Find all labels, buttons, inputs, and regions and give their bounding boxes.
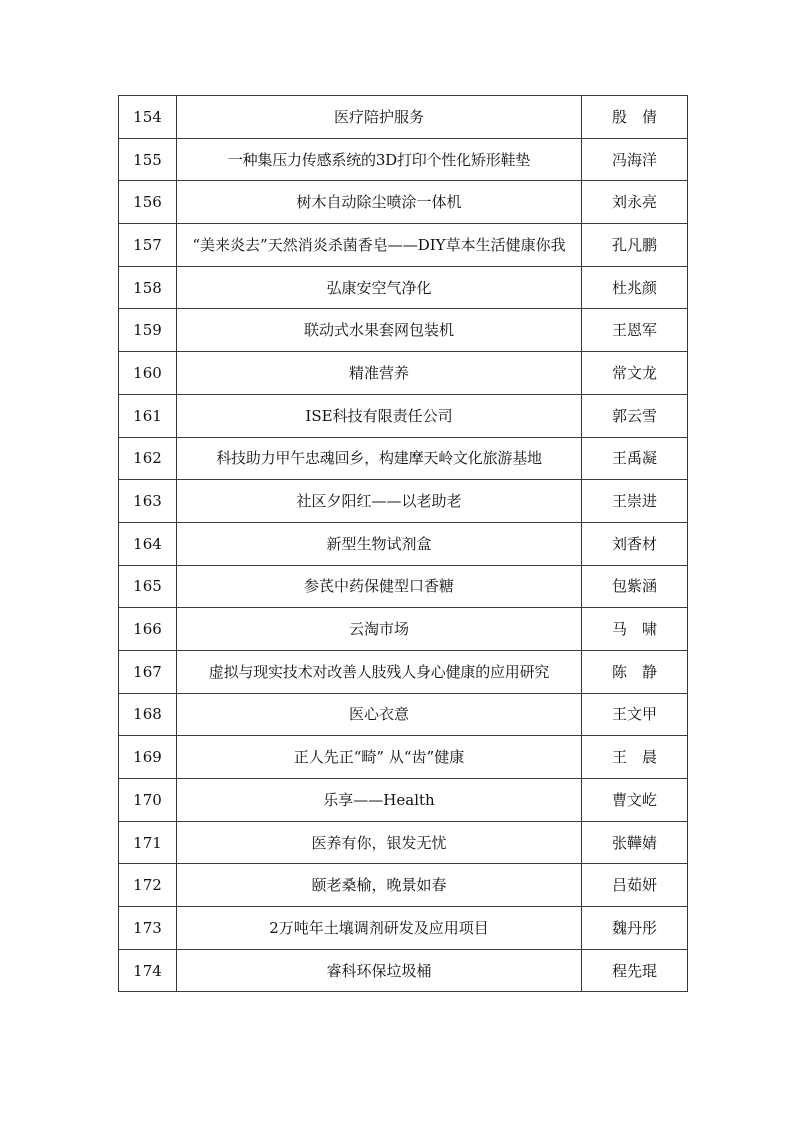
table-row [119,266,688,309]
leader-name: 张鞾婧 [582,821,688,864]
table-row [119,352,688,395]
leader-name: 孔凡鹏 [582,224,688,267]
table-row [119,224,688,267]
project-name: 科技助力甲午忠魂回乡，构建摩天岭文化旅游基地 [177,437,582,480]
leader-name: 程先琨 [582,949,688,992]
leader-name: 王崇进 [582,480,688,523]
table-row [119,437,688,480]
table-row [119,181,688,224]
row-number: 166 [119,608,177,651]
project-name: 联动式水果套网包装机 [177,309,582,352]
table-row [119,565,688,608]
project-name: 精准营养 [177,352,582,395]
leader-name: 王禹凝 [582,437,688,480]
leader-name: 包紫涵 [582,565,688,608]
row-number: 171 [119,821,177,864]
project-name: 医疗陪护服务 [177,96,582,139]
leader-name: 马 啸 [582,608,688,651]
row-number: 155 [119,138,177,181]
leader-name: 常文龙 [582,352,688,395]
row-number: 164 [119,522,177,565]
table-row [119,309,688,352]
leader-name: 刘永亮 [582,181,688,224]
table-row [119,864,688,907]
row-number: 168 [119,693,177,736]
project-name: 正人先正“畸” 从“齿”健康 [177,736,582,779]
project-name: 弘康安空气净化 [177,266,582,309]
leader-name: 吕茹妍 [582,864,688,907]
row-number: 157 [119,224,177,267]
project-name: 云淘市场 [177,608,582,651]
project-name: “美来炎去”天然消炎杀菌香皂——DIY草本生活健康你我 [177,224,582,267]
project-name: 虚拟与现实技术对改善人肢残人身心健康的应用研究 [177,650,582,693]
row-number: 169 [119,736,177,779]
table-row [119,608,688,651]
table-row [119,480,688,523]
row-number: 154 [119,96,177,139]
project-name: 2万吨年土壤调剂研发及应用项目 [177,907,582,950]
leader-name: 郭云雪 [582,394,688,437]
project-table [118,95,688,992]
row-number: 162 [119,437,177,480]
table-row [119,650,688,693]
table-row [119,821,688,864]
project-name: 颐老桑榆，晚景如春 [177,864,582,907]
table-row [119,522,688,565]
table-row [119,736,688,779]
project-name: 医心衣意 [177,693,582,736]
table-row [119,96,688,139]
row-number: 163 [119,480,177,523]
row-number: 158 [119,266,177,309]
leader-name: 王恩军 [582,309,688,352]
leader-name: 陈 静 [582,650,688,693]
leader-name: 殷 倩 [582,96,688,139]
table-row [119,907,688,950]
project-name: 一种集压力传感系统的3D打印个性化矫形鞋垫 [177,138,582,181]
project-name: ISE科技有限责任公司 [177,394,582,437]
row-number: 173 [119,907,177,950]
table-row [119,779,688,822]
table-body [119,96,688,992]
row-number: 174 [119,949,177,992]
leader-name: 曹文屹 [582,779,688,822]
row-number: 156 [119,181,177,224]
row-number: 165 [119,565,177,608]
table-row [119,693,688,736]
row-number: 161 [119,394,177,437]
table-row [119,138,688,181]
row-number: 170 [119,779,177,822]
row-number: 160 [119,352,177,395]
project-name: 乐享——Health [177,779,582,822]
project-name: 社区夕阳红——以老助老 [177,480,582,523]
leader-name: 杜兆颜 [582,266,688,309]
leader-name: 冯海洋 [582,138,688,181]
row-number: 167 [119,650,177,693]
row-number: 172 [119,864,177,907]
leader-name: 刘香材 [582,522,688,565]
project-name: 医养有你，银发无忧 [177,821,582,864]
project-name: 树木自动除尘喷涂一体机 [177,181,582,224]
table-row [119,394,688,437]
project-name: 参芪中药保健型口香糖 [177,565,582,608]
row-number: 159 [119,309,177,352]
table-row [119,949,688,992]
leader-name: 王文甲 [582,693,688,736]
project-name: 新型生物试剂盒 [177,522,582,565]
leader-name: 魏丹彤 [582,907,688,950]
project-name: 睿科环保垃圾桶 [177,949,582,992]
leader-name: 王 晨 [582,736,688,779]
